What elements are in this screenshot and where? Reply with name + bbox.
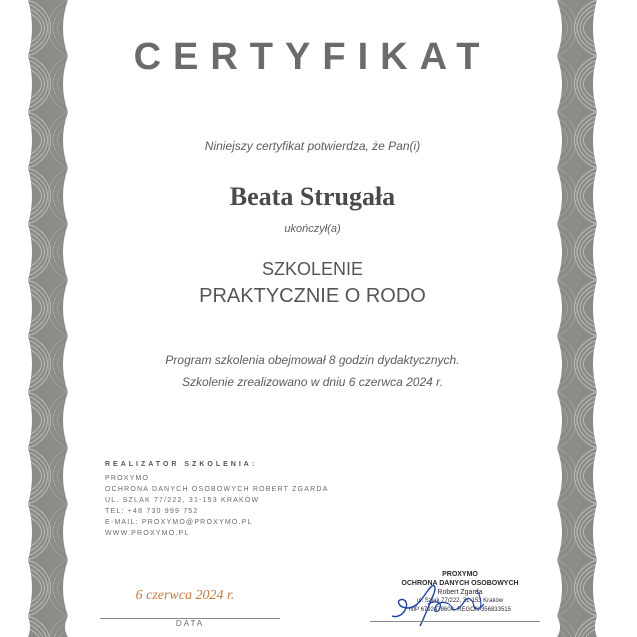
date-caption: DATA	[175, 619, 205, 628]
stamp-description: OCHRONA DANYCH OSOBOWYCH	[401, 580, 519, 587]
certificate-title: CERTYFIKAT	[133, 36, 492, 78]
stamp-tax-ids: NIP 6792478604, REGON 356833515	[409, 607, 511, 613]
organizer-website: WWW.PROXYMO.PL	[105, 530, 190, 537]
recipient-name: Beata Strugała	[229, 182, 396, 211]
confirmation-text: Niniejszy certyfikat potwierdza, że Pan(i)	[204, 139, 421, 153]
organizer-heading: REALIZATOR SZKOLENIA:	[105, 461, 258, 468]
program-hours-line: Program szkolenia obejmował 8 godzin dydaktycznych.	[165, 353, 460, 367]
signature-line	[370, 621, 540, 622]
organizer-email: E-MAIL: PROXYMO@PROXYMO.PL	[105, 519, 253, 526]
completed-text: ukończył(a)	[284, 223, 341, 235]
training-label: SZKOLENIE	[261, 259, 364, 279]
right-guilloche-border	[557, 0, 597, 637]
training-title: PRAKTYCZNIE O RODO	[199, 285, 426, 307]
organizer-description: OCHRONA DANYCH OSOBOWYCH ROBERT ZGARDA	[105, 486, 329, 493]
left-guilloche-border	[28, 0, 68, 637]
stamp-owner: Robert Zgarda	[437, 589, 483, 596]
organizer-address: UL. SZLAK 77/222, 31-153 KRAKÓW	[105, 497, 260, 504]
organizer-block	[105, 459, 365, 539]
stamp-address: ul. Szlak 77/222, 31-153 Kraków	[416, 598, 504, 604]
program-description	[68, 349, 557, 393]
handwritten-date: 6 czerwca 2024 r.	[135, 588, 235, 603]
organizer-company: PROXYMO	[105, 475, 150, 482]
organizer-phone: TEL: +48 730 999 752	[105, 508, 199, 515]
stamp-company: PROXYMO	[442, 571, 478, 578]
program-date-line: Szkolenie zrealizowano w dniu 6 czerwca 2024 r.	[181, 375, 444, 389]
